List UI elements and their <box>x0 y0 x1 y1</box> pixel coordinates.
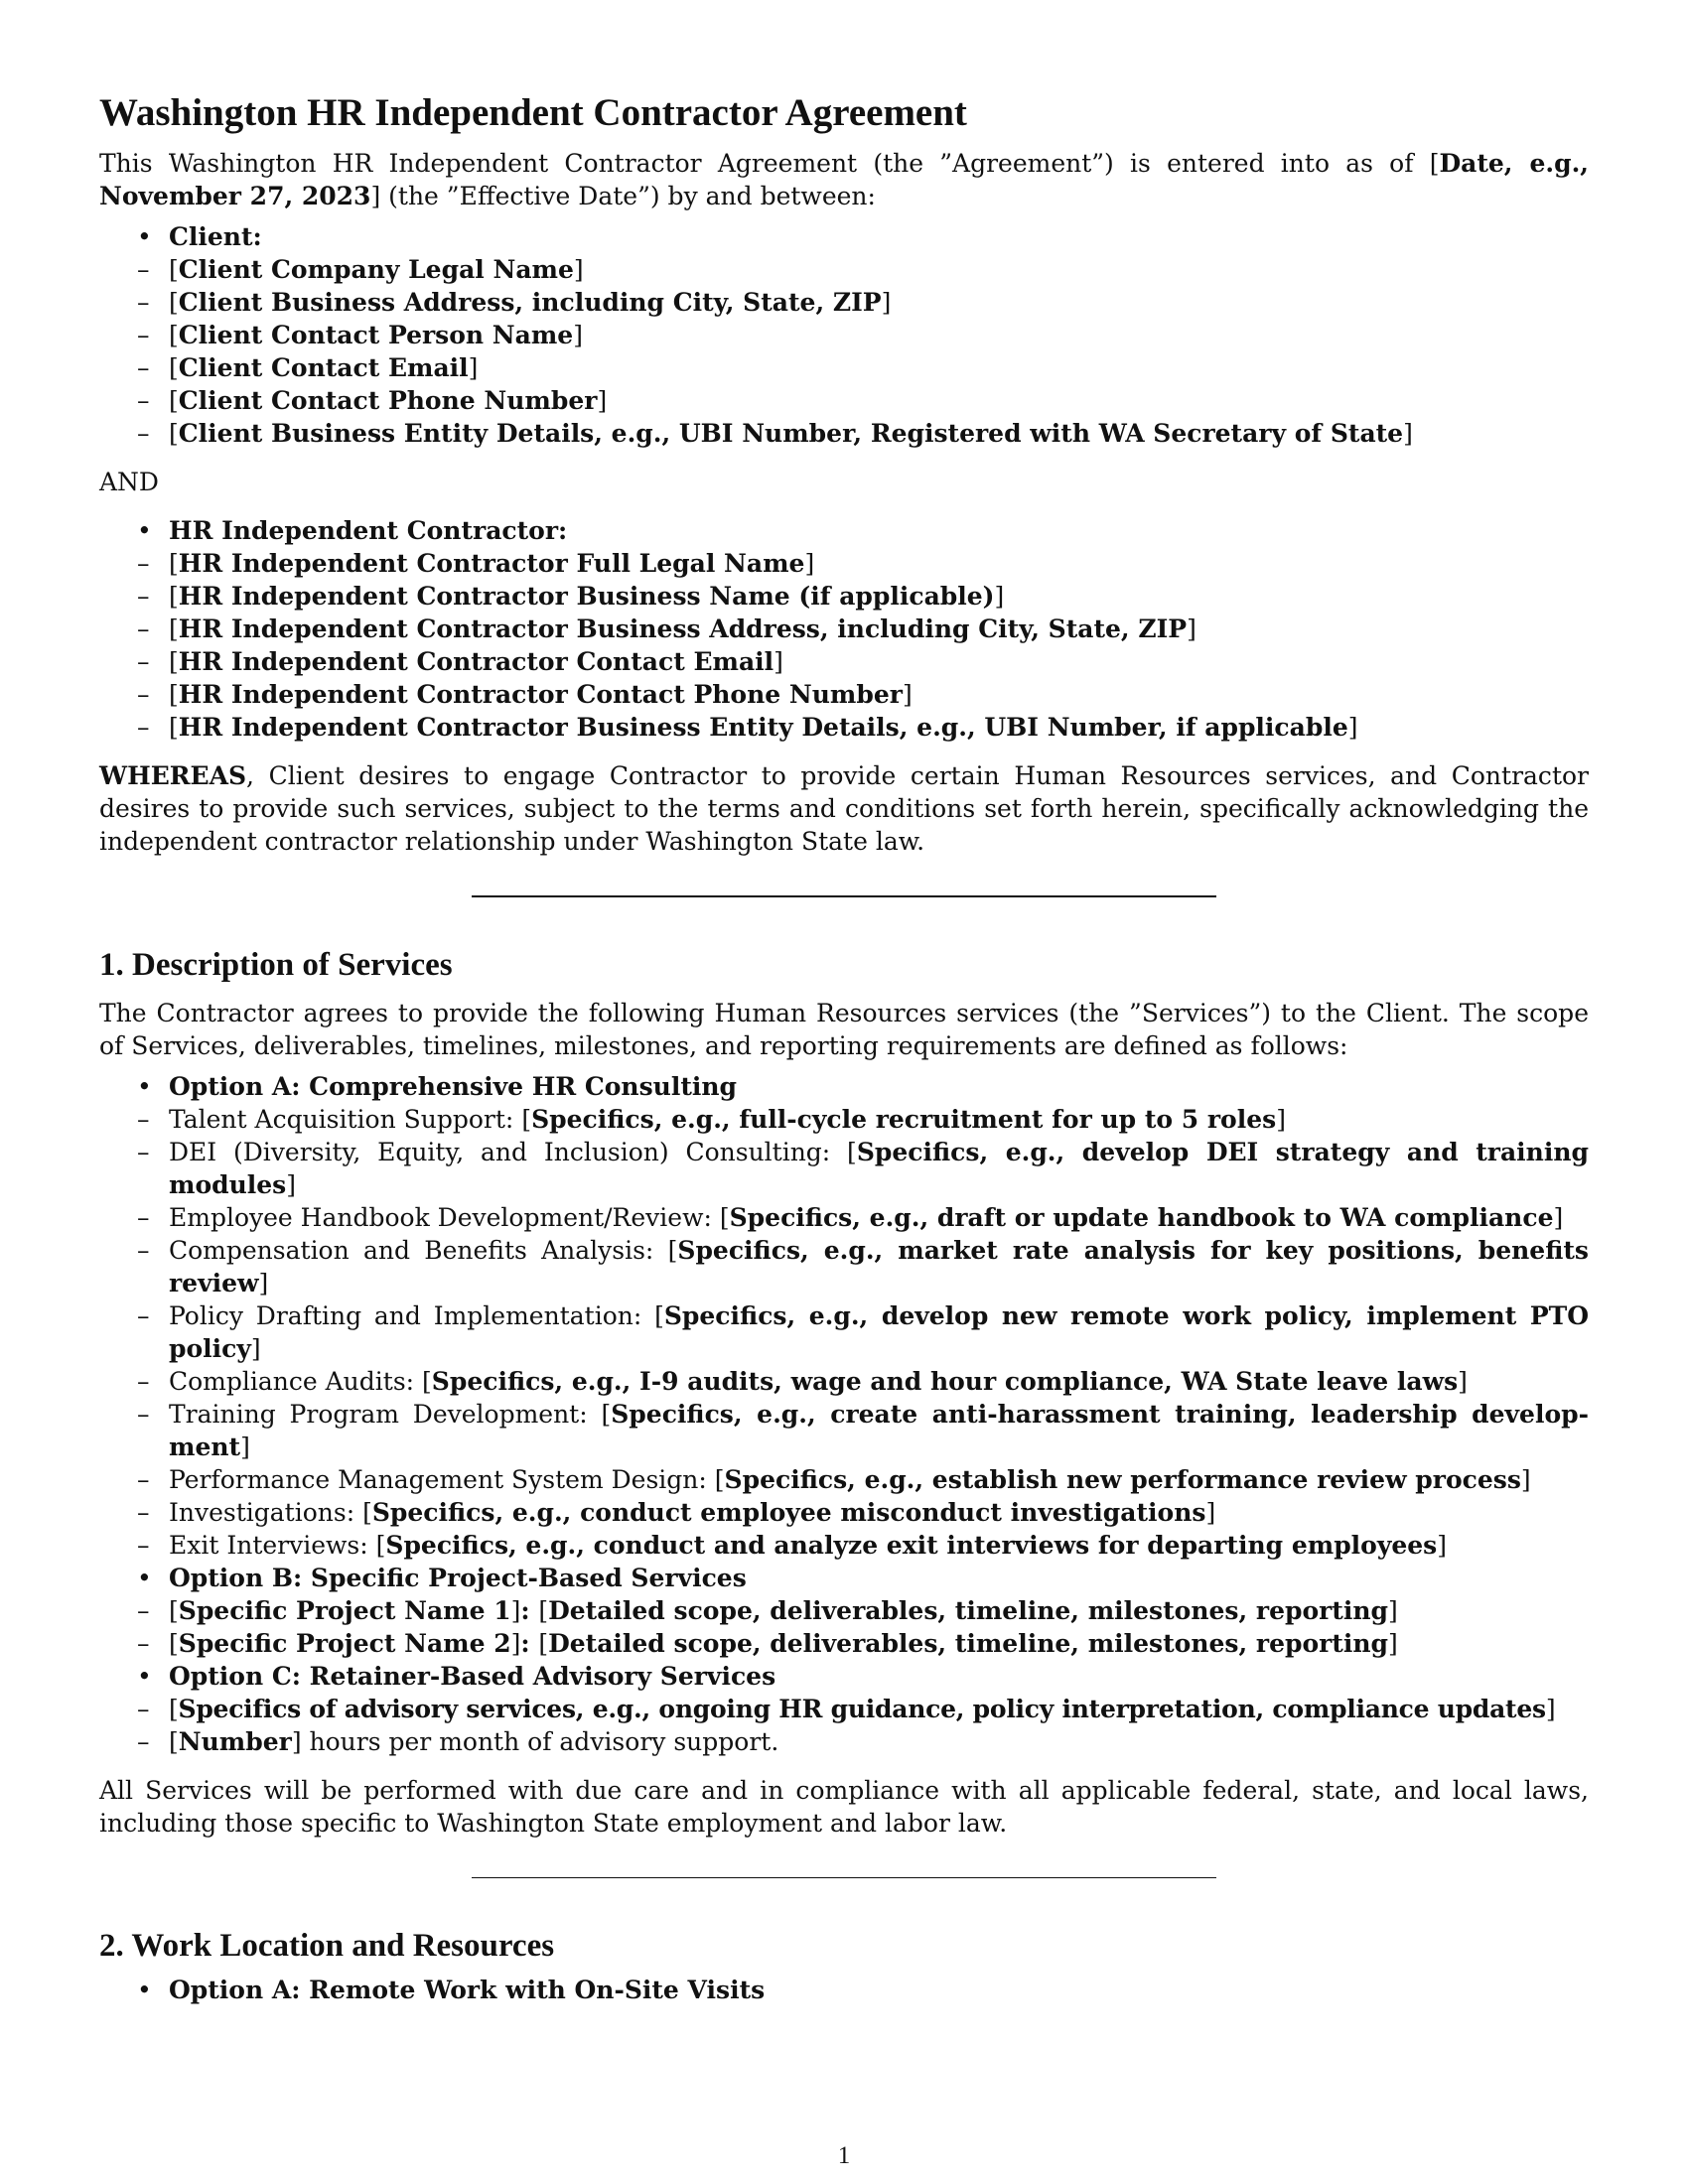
section-divider <box>472 895 1216 897</box>
list-item: – [Client Contact Person Name] <box>107 319 1589 351</box>
list-item: – Exit Interviews: [Specifics, e.g., conduct and analyze exit interviews for departing employees] <box>107 1529 1589 1562</box>
list-item: – [HR Independent Contractor Business Entity Details, e.g., UBI Number, if applicable] <box>107 711 1589 744</box>
list-item: – [Client Contact Phone Number] <box>107 384 1589 417</box>
list-item: – [Number] hours per month of advisory support. <box>107 1725 1589 1758</box>
list-item: – Performance Management System Design: [Specifics, e.g., establish new performance review process] <box>107 1463 1589 1496</box>
option-a-item: • Option A: Comprehensive HR Consulting – Talent Acquisition Support: [Specifics, e.g., full-cycle recruitment for up to 5 roles] – DEI (Diversity, Equity, and Inclusion) Consulting: [Specifics, e.g., develop DEI strategy and training modules] – Employee Handbook Development/Review: [Specifics, e.g., draft or update handbook to WA compliance] – Compensation and Benefits Analysis: [Specifics, e.g., market rate analysis for key positions, benefits review] – Policy Drafting and Implementation: [Specifics, e.g., develop new remote work policy, implement PTO policy] – Compliance Audits: [Specifics, e.g., I-9 audits, wage and hour compliance, WA State leave laws] – Training Program Development: [Specifics, e.g., create anti-harassment training, leadership develop-ment] – Performance Management System Design: [Specifics, e.g., establish new performance review process] – Investigations: [Specifics, e.g., conduct employee misconduct investigations] – Exit Interviews: [Specifics, e.g., conduct and analyze exit interviews for departing employees] <box>99 1070 1589 1562</box>
contractor-list <box>99 514 1589 744</box>
effective-date-placeholder: Date, e.g., November 27, 2023 <box>99 149 1589 210</box>
option-c-item: • Option C: Retainer-Based Advisory Services – [Specifics of advisory services, e.g., ongoing HR guidance, policy interpretation, compliance updates] – [Number] hours per month of advisory support. <box>99 1660 1589 1758</box>
list-item: – [Client Company Legal Name] <box>107 253 1589 286</box>
list-item: – [Specifics of advisory services, e.g., ongoing HR guidance, policy interpretation, compliance updates] <box>107 1693 1589 1725</box>
list-item: – [HR Independent Contractor Contact Email] <box>107 645 1589 678</box>
list-item: • Option A: Remote Work with On-Site Visits <box>99 1974 1589 2006</box>
list-item: – Training Program Development: [Specifics, e.g., create anti-harassment training, leadership develop-ment] <box>107 1398 1589 1463</box>
page-number: 1 <box>837 2142 851 2169</box>
list-item: – [HR Independent Contractor Business Address, including City, State, ZIP] <box>107 613 1589 645</box>
list-item: – Employee Handbook Development/Review: [Specifics, e.g., draft or update handbook to WA compliance] <box>107 1201 1589 1234</box>
option-b-item: • Option B: Specific Project-Based Services – [Specific Project Name 1]: [Detailed scope, deliverables, timeline, milestones, reporting] – [Specific Project Name 2]: [Detailed scope, deliverables, timeline, milestones, reporting] <box>99 1562 1589 1660</box>
list-item: – Policy Drafting and Implementation: [Specifics, e.g., develop new remote work policy, implement PTO policy] <box>107 1299 1589 1365</box>
list-item: – [HR Independent Contractor Business Name (if applicable)] <box>107 580 1589 613</box>
document-title: Washington HR Independent Contractor Agreement <box>99 91 967 134</box>
section-1-intro: The Contractor agrees to provide the following Human Resources services (the ”Services”) to the Client. The scope of Services, deliverables, timelines, milestones, and reporting requirements are defined as follows: <box>99 999 1589 1060</box>
and-separator: AND <box>99 468 159 496</box>
document-page <box>99 0 1589 2006</box>
work-location-list <box>99 1974 1589 2006</box>
list-item: – Investigations: [Specifics, e.g., conduct employee misconduct investigations] <box>107 1496 1589 1529</box>
list-item: – [Client Business Entity Details, e.g., UBI Number, Registered with WA Secretary of State] <box>107 417 1589 450</box>
list-item: – Talent Acquisition Support: [Specifics, e.g., full-cycle recruitment for up to 5 roles] <box>107 1103 1589 1136</box>
whereas-paragraph: WHEREAS, Client desires to engage Contractor to provide certain Human Resources services, and Contractor desires to provide such services, subject to the terms and conditions set forth herein, specifically acknowledging the independent contractor relationship under Washington State law. <box>99 761 1589 856</box>
section-2-heading: 2. Work Location and Resources <box>99 1928 555 1964</box>
client-item: • Client: – [Client Company Legal Name] – [Client Business Address, including City, State, ZIP] – [Client Contact Person Name] – [Client Contact Email] – [Client Contact Phone Number] – [Client Business Entity Details, e.g., UBI Number, Registered with WA Secretary of State] <box>99 220 1589 450</box>
intro-paragraph: This Washington HR Independent Contractor Agreement (the ”Agreement”) is entered into as of [Date, e.g., November 27, 2023] (the ”Effective Date”) by and between: <box>99 149 1589 210</box>
section-1-closing: All Services will be performed with due care and in compliance with all applicable federal, state, and local laws, including those specific to Washington State employment and labor law. <box>99 1776 1589 1838</box>
list-item: – [Specific Project Name 1]: [Detailed scope, deliverables, timeline, milestones, reporting] <box>107 1594 1589 1627</box>
list-item: – [Client Contact Email] <box>107 351 1589 384</box>
client-list <box>99 220 1589 450</box>
list-item: – [Specific Project Name 2]: [Detailed scope, deliverables, timeline, milestones, reporting] <box>107 1627 1589 1660</box>
services-options-list <box>99 1070 1589 1758</box>
list-item: – [Client Business Address, including City, State, ZIP] <box>107 286 1589 319</box>
list-item: – DEI (Diversity, Equity, and Inclusion) Consulting: [Specifics, e.g., develop DEI strategy and training modules] <box>107 1136 1589 1201</box>
section-divider <box>472 1877 1216 1878</box>
list-item: – Compensation and Benefits Analysis: [Specifics, e.g., market rate analysis for key positions, benefits review] <box>107 1234 1589 1299</box>
section-1-heading: 1. Description of Services <box>99 947 453 983</box>
list-item: – Compliance Audits: [Specifics, e.g., I-9 audits, wage and hour compliance, WA State leave laws] <box>107 1365 1589 1398</box>
contractor-item: • HR Independent Contractor: – [HR Independent Contractor Full Legal Name] – [HR Independent Contractor Business Name (if applicable)] – [HR Independent Contractor Business Address, including City, State, ZIP] – [HR Independent Contractor Contact Email] – [HR Independent Contractor Contact Phone Number] – [HR Independent Contractor Business Entity Details, e.g., UBI Number, if applicable] <box>99 514 1589 744</box>
list-item: – [HR Independent Contractor Full Legal Name] <box>107 547 1589 580</box>
list-item: – [HR Independent Contractor Contact Phone Number] <box>107 678 1589 711</box>
